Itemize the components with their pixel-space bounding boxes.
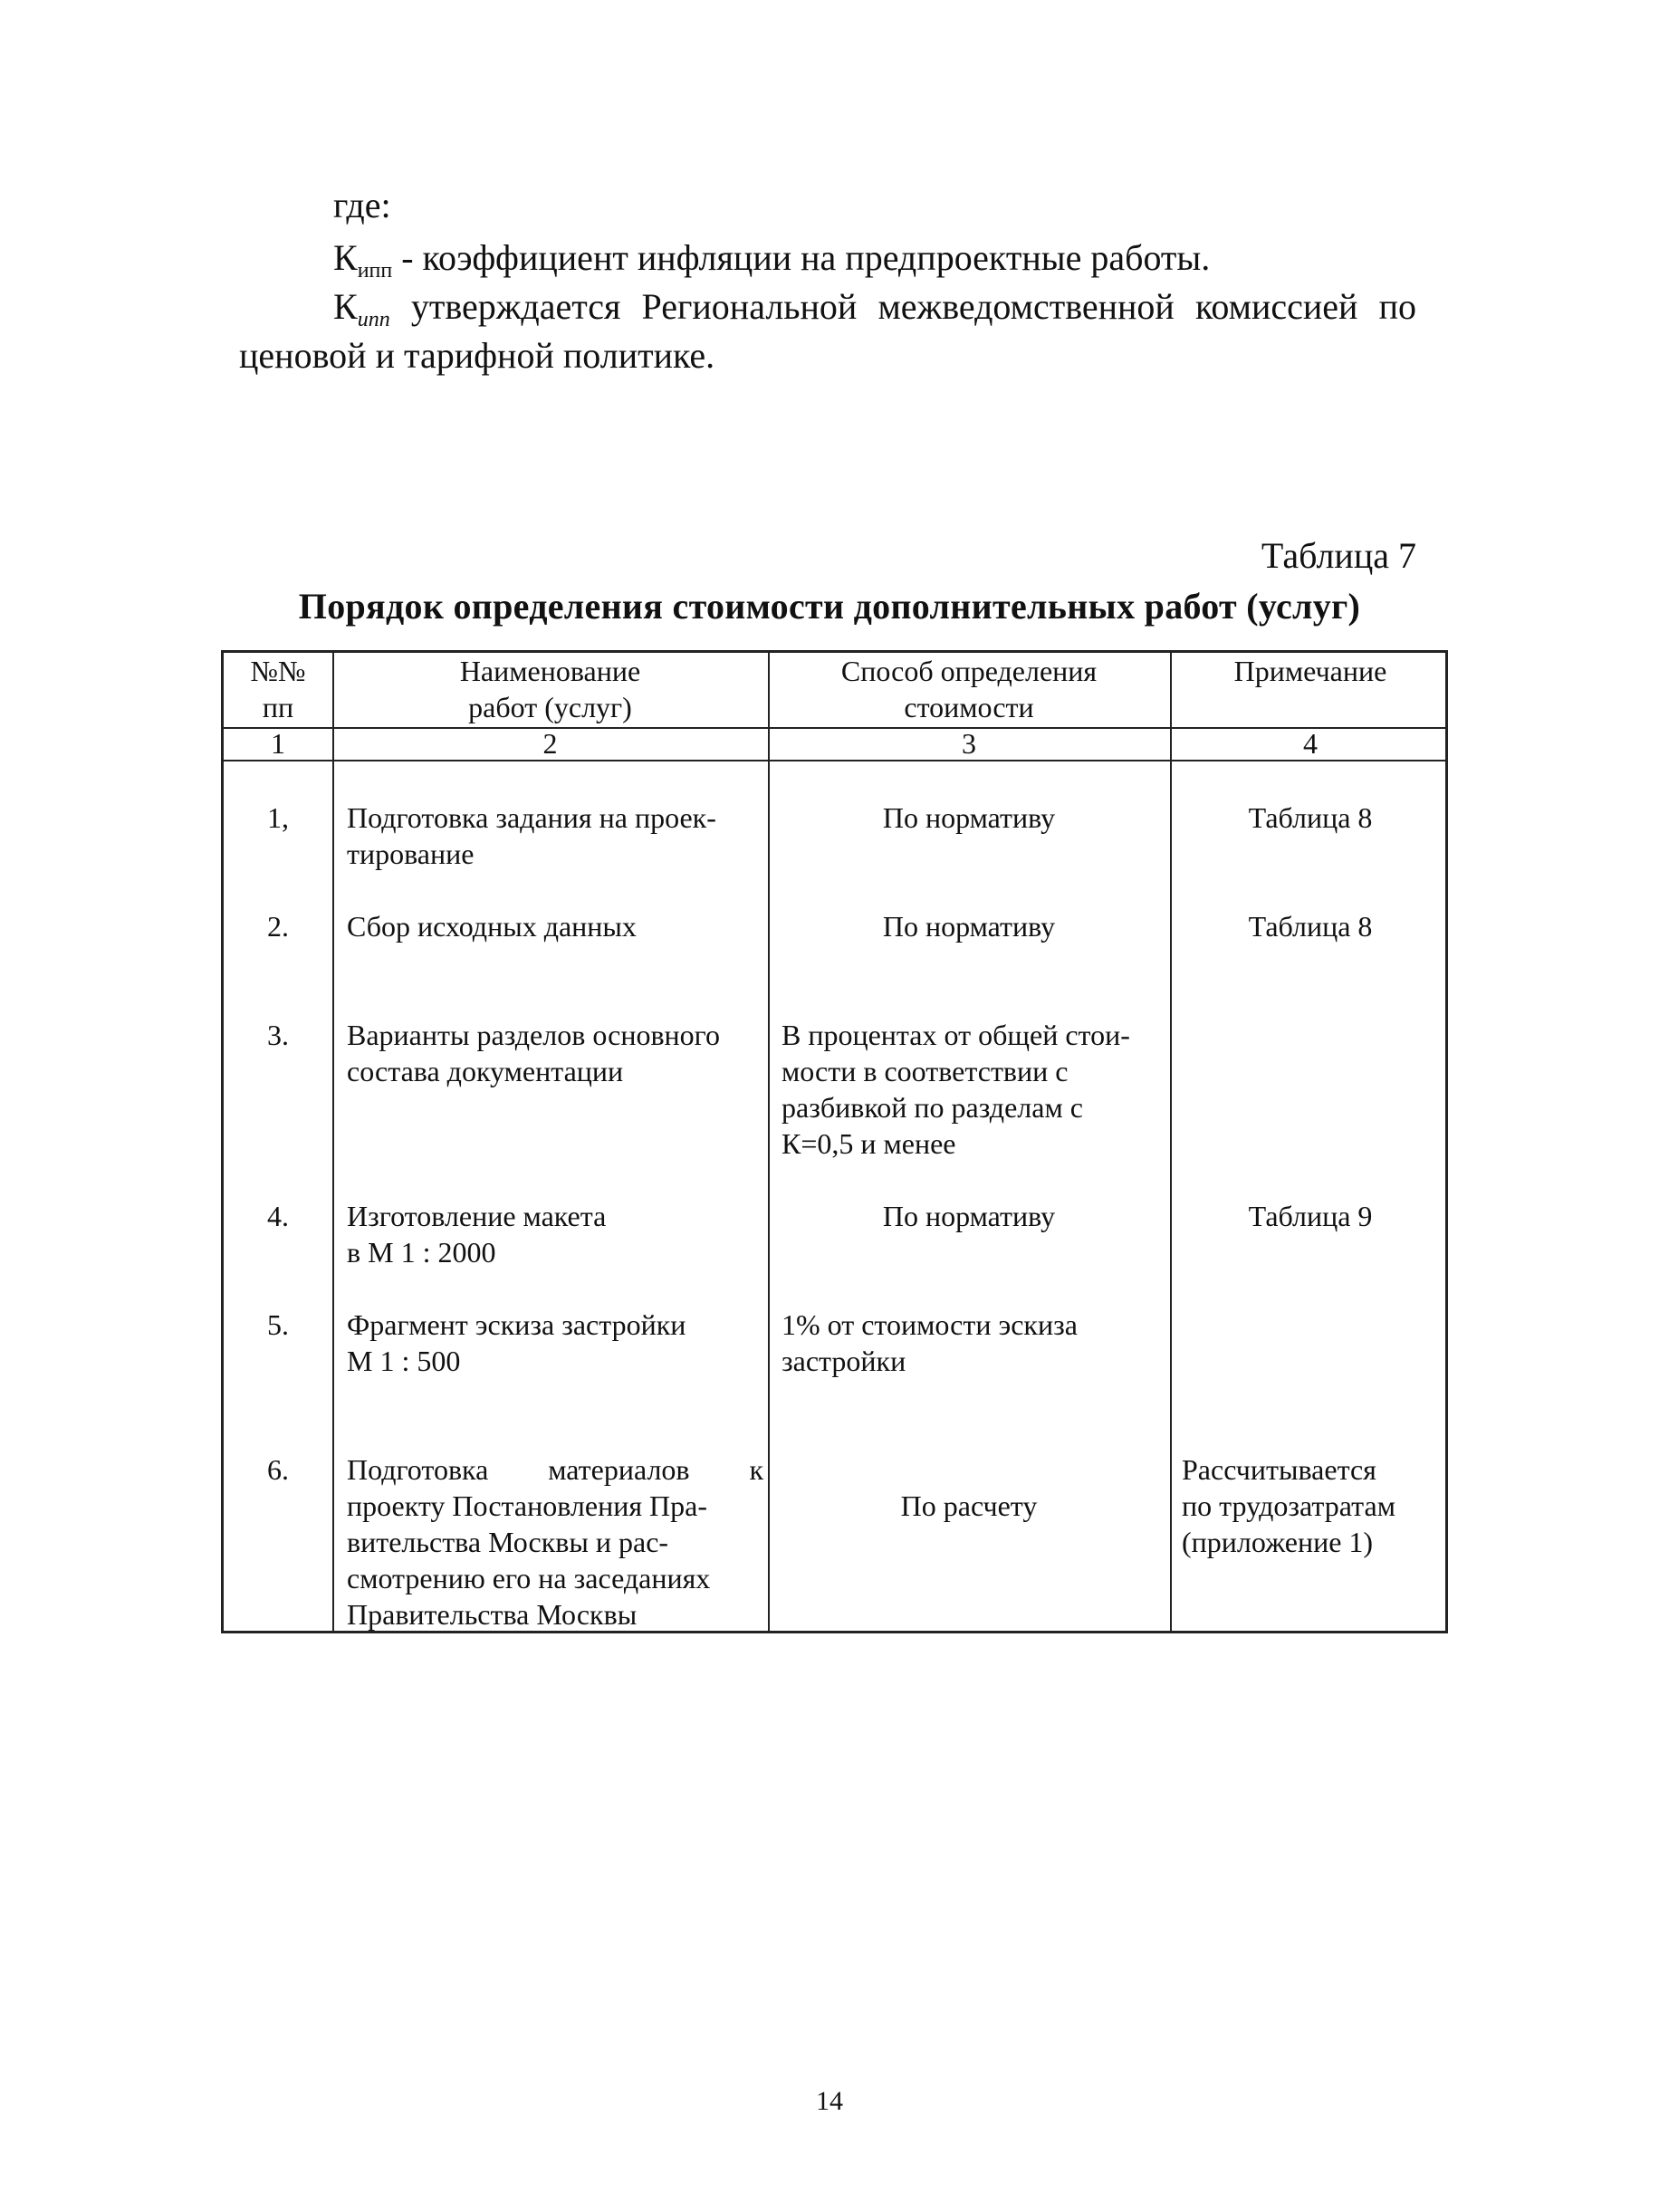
coefficient-symbol: $К_{ипп}$: [333, 237, 393, 282]
page-number: 14: [816, 2086, 843, 2116]
coefficient-symbol-italic: $К_{ипп}$: [333, 286, 390, 331]
column-number: 2: [542, 727, 558, 760]
row-work-name: Фрагмент эскиза застройки М 1 : 500: [347, 1308, 686, 1377]
row-method: По расчету: [900, 1489, 1038, 1522]
column-number: 4: [1303, 727, 1318, 760]
row-note: Таблица 9: [1248, 1200, 1373, 1232]
row-work-name: Подготовка задания на проек- тирование: [347, 801, 716, 870]
table-divider: [332, 653, 334, 1631]
table-label: Таблица 7: [1261, 535, 1416, 576]
row-method: По нормативу: [882, 910, 1056, 943]
table-title: Порядок определения стоимости дополнительных работ (услуг): [298, 586, 1361, 627]
row-number: 6.: [267, 1453, 289, 1486]
row-note: Рассчитывается по трудозатратам (приложение 1): [1182, 1453, 1395, 1558]
header-work-name: Наименование работ (услуг): [459, 655, 641, 723]
coefficient-definition: $К_{ипп}$ - коэффициент инфляции на предпроектные работы.: [333, 237, 1211, 282]
row-number: 2.: [267, 910, 289, 943]
row-work-name: Варианты разделов основного состава документации: [347, 1019, 720, 1087]
column-number: 1: [271, 727, 285, 760]
row-work-name: Подготовка материалов к проекту Постановления Пра- вительства Москвы и рас- смотрению его на заседаниях Правительства Москвы: [347, 1453, 763, 1631]
row-work-name: Сбор исходных данных: [347, 910, 637, 943]
row-method: По нормативу: [882, 801, 1056, 834]
row-note: Таблица 8: [1248, 910, 1373, 943]
row-method: В процентах от общей стои- мости в соответствии с разбивкой по разделам с К=0,5 и менее: [782, 1019, 1130, 1160]
row-number: 4.: [267, 1200, 289, 1232]
header-note: Примечание: [1233, 655, 1387, 687]
row-number: 5.: [267, 1308, 289, 1341]
header-method: Способ определения стоимости: [840, 655, 1098, 723]
cost-table: [221, 650, 1448, 1633]
row-method: По нормативу: [882, 1200, 1056, 1232]
row-method: 1% от стоимости эскиза застройки: [782, 1308, 1078, 1377]
row-number: 1,: [267, 801, 289, 834]
row-work-name: Изготовление макета в М 1 : 2000: [347, 1200, 607, 1269]
row-note: Таблица 8: [1248, 801, 1373, 834]
coefficient-approval-line-1: $К_{ипп}$ утверждается Региональной межведомственной комиссией по: [333, 286, 1416, 331]
coefficient-approval-line-2: ценовой и тарифной политике.: [239, 335, 715, 376]
column-number: 3: [962, 727, 976, 760]
row-number: 3.: [267, 1019, 289, 1051]
header-number: №№ пп: [250, 655, 306, 723]
where-label: где:: [333, 185, 391, 225]
